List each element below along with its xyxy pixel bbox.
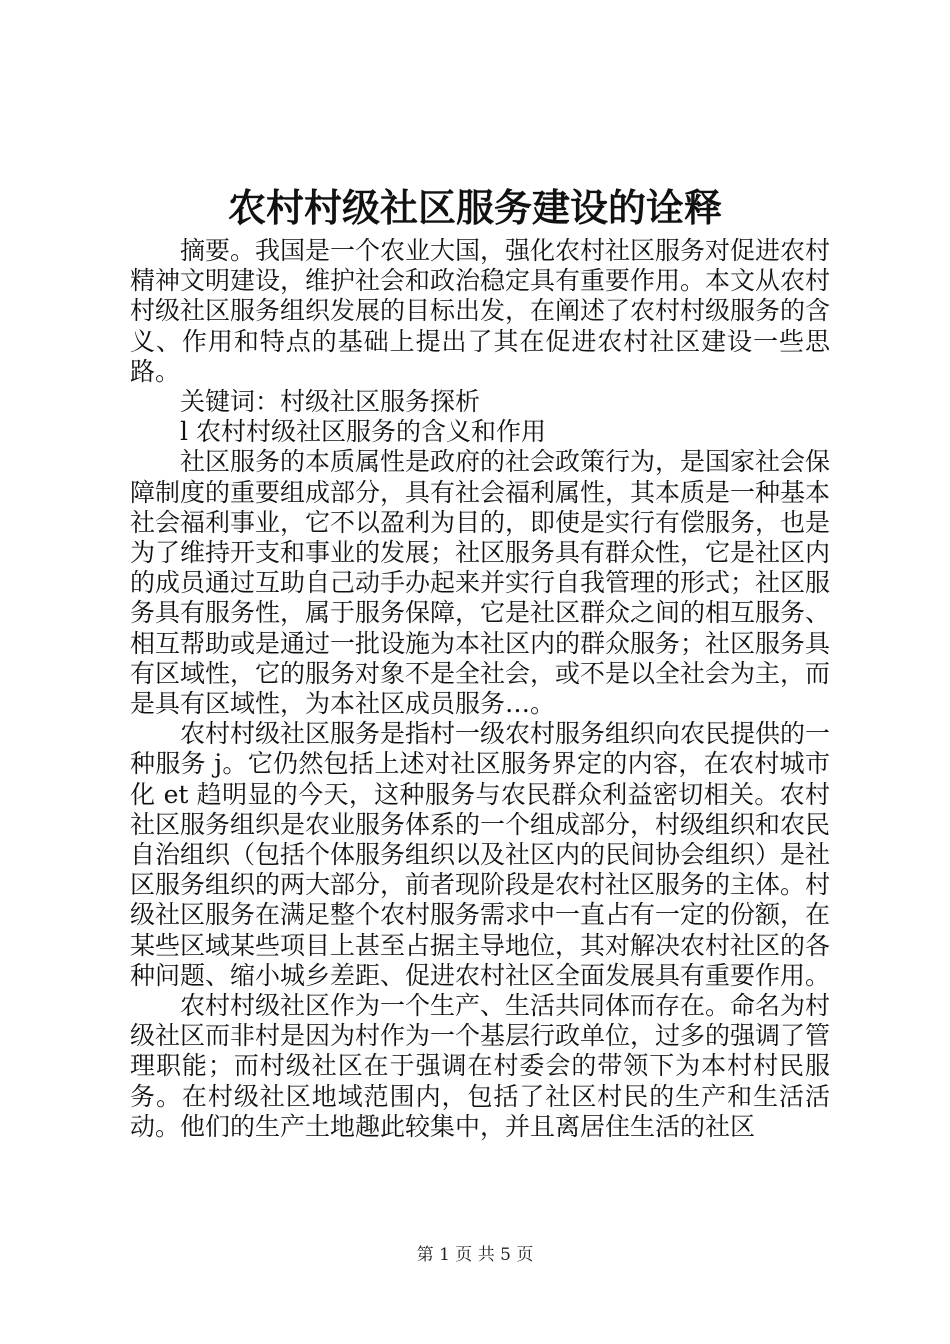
body-paragraph: 农村村级社区作为一个生产、生活共同体而存在。命名为村级社区而非村是因为村作为一个基层行政单位，过多的强调了管理职能；而村级社区在于强调在村委会的带领下为本村村民服务。在村级社区地域范围内，包括了社区村民的生产和生活活动。他们的生产土地趣此较集中，并且离居住生活的社区 <box>130 991 831 1141</box>
keywords-line: 关键词：村级社区服务探析 <box>180 387 481 417</box>
page-footer: 第 1 页 共 5 页 <box>416 1245 534 1265</box>
document-body <box>130 236 830 1142</box>
section-heading: l 农村村级社区服务的含义和作用 <box>180 417 546 447</box>
body-paragraph: 社区服务的本质属性是政府的社会政策行为，是国家社会保障制度的重要组成部分，具有社会福利属性，其本质是一种基本社会福利事业，它不以盈利为目的，即使是实行有偿服务，也是为了维持开支和事业的发展；社区服务具有群众性，它是社区内的成员通过互助自己动手办起来并实行自我管理的形式；社区服务具有服务性，属于服务保障，它是社区群众之间的相互服务、相互帮助或是通过一批设施为本社区内的群众服务；社区服务具有区域性，它的服务对象不是全社会，或不是以全社会为主，而是具有区域性，为本社区成员服务…。 <box>130 447 831 719</box>
abstract-paragraph: 摘要。我国是一个农业大国，强化农村社区服务对促进农村精神文明建设，维护社会和政治稳定具有重要作用。本文从农村村级社区服务组织发展的目标出发，在阐述了农村村级服务的含义、作用和特点的基础上提出了其在促进农村社区建设一些思路。 <box>130 236 831 386</box>
document-title: 农村村级社区服务建设的诠释 <box>227 185 722 230</box>
body-paragraph: 农村村级社区服务是指村一级农村服务组织向农民提供的一种服务 j。它仍然包括上述对社区服务界定的内容，在农村城市化 et 趋明显的今天，这种服务与农民群众利益密切相关。农村社区服务组织是农业服务体系的一个组成部分，村级组织和农民自治组织（包括个体服务组织以及社区内的民间协会组织）是社区服务组织的两大部分，前者现阶段是农村社区服务的主体。村级社区服务在满足整个农村服务需求中一直占有一定的份额，在某些区域某些项目上甚至占据主导地位，其对解决农村社区的各种问题、缩小城乡差距、促进农村社区全面发展具有重要作用。 <box>130 719 831 990</box>
